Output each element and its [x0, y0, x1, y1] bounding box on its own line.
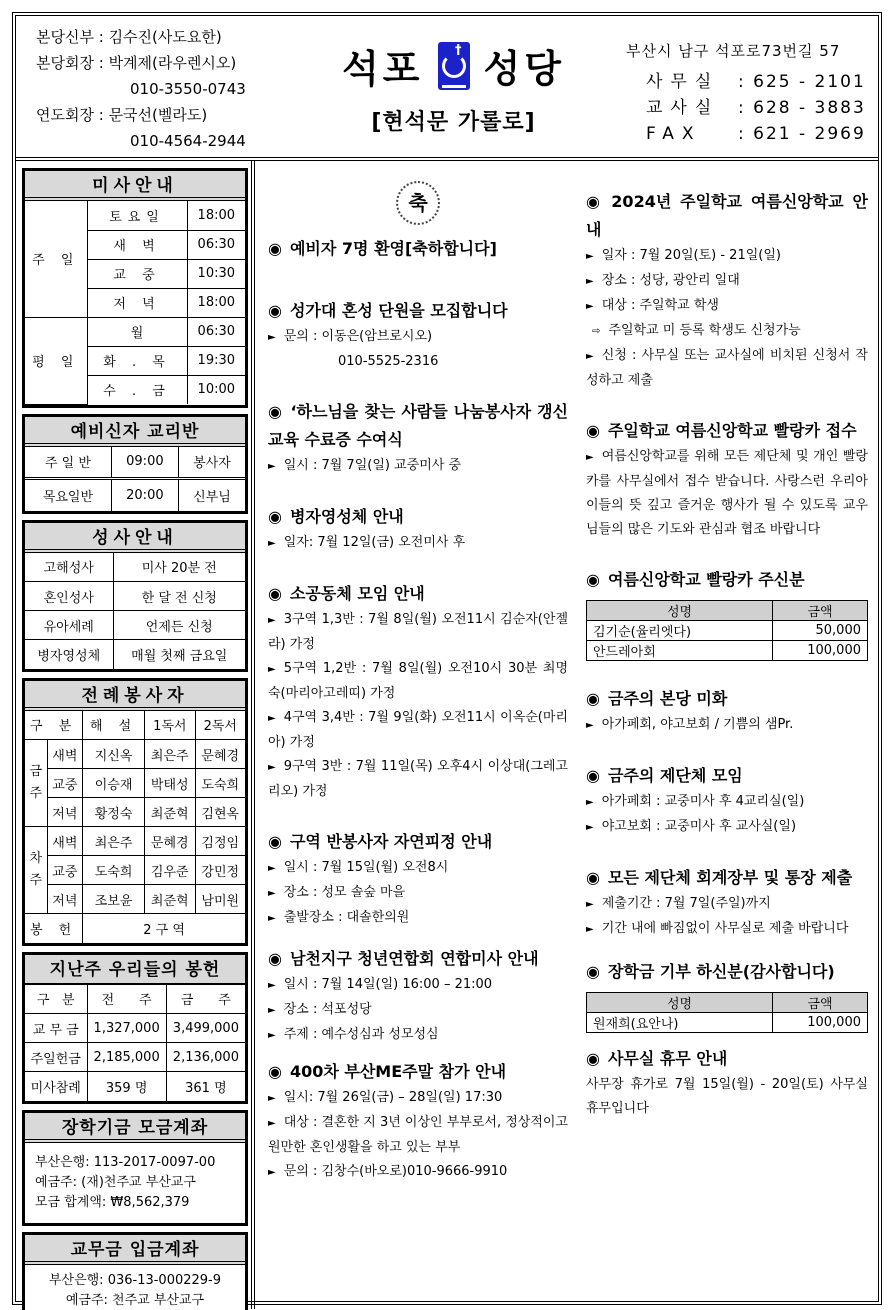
notice-office-closed: ◉ 사무실 휴무 안내 사무장 휴가로 7월 15일(월) - 20일(토) 사무실 휴무입니다 [586, 1049, 868, 1116]
notice-youth-mass: ◉ 남천지구 청년연합회 연합미사 안내 ► 일시 : 7월 14일(일) 16:00 – 21:00 ► 장소 : 석포성당 ► 주제 : 예수성심과 성모성심 [268, 949, 539, 1042]
donor-table: 성명 금액 김기순(율리엣다) 50,000 안드레아회 100,000 [586, 600, 868, 661]
notice-summer-school: ◉ 2024년 주일학교 여름신앙학교 안내 ► 일자 : 7월 20일(토) - 21일(일) ► 장소 : 성당, 광안리 일대 ► 대상 : 주일학교 학생 ⇨ 주일학교 미 등록 학생도 신청가능 ► 신청 : 사무실 또는 교사실에 비치된 신청서 작성하고 제출 [586, 192, 868, 388]
tithe-holder: 예금주: 천주교 부산교구 [65, 1292, 205, 1308]
notice-me-weekend: ◉ 400차 부산ME주말 참가 안내 ► 일시: 7월 26일(금) – 28일(일) 17:30 ► 대상 : 결혼한 지 3년 이상인 부부로서, 정상적이고 원만한 혼인생활을 하고 있는 부부 ► 문의 : 김창수(바오로)010-9666-9910 [268, 1062, 569, 1179]
notice-red-card: ◉ 주일학교 여름신앙학교 빨랑카 접수 ► 여름신앙학교를 위해 모든 제단체 및 개인 빨랑카를 사무실에서 접수 받습니다. 사랑스런 우리아이들의 뜻 깊고 즐거운 행사가 될 수 있도록 교우님들의 많은 기도와 관심과 협조 바랍니다 [586, 421, 868, 537]
catechumen-class: 예비신자 교리반 주 일 반 09:00 봉사자 목요일반 20:00 신부님 [22, 414, 248, 514]
scholarship-bank: 부산은행: 113-2017-0097-00 [35, 1154, 216, 1170]
sacraments-title: 성사안내 [25, 523, 245, 553]
notice-small-community: ◉ 소공동체 모임 안내 ► 3구역 1,3반 : 7월 8일(월) 오전11시 김순자(안젤라) 가정 ► 5구역 1,2반 : 7월 8일(월) 오전10시 30분 최명숙(마리아고레띠) 가정 ► 4구역 3,4반 : 7월 9일(화) 오전11시 이옥순(마리아) 가정 ► 9구역 3반 : 7월 11일(목) 오후4시 이상대(그레고리오) 가정 [268, 584, 568, 799]
pastor-label: 본당신부 [36, 28, 94, 46]
church-logo-icon: † [438, 42, 470, 90]
red-card-donors: ◉ 여름신앙학교 빨랑카 주신분 성명 금액 김기순(율리엣다) 50,000 안드레아회 100,000 [586, 566, 868, 661]
president-phone: 010-3550-0743 [130, 80, 246, 98]
notice-groups: ◉ 금주의 제단체 모임 ► 아가페회 : 교중미사 후 4교리실(일) ► 야고보회 : 교중미사 후 교사실(일) [586, 766, 805, 834]
president-name: 박계제(라우렌시오) [108, 54, 237, 72]
liturgy-title: 전례봉사자 [25, 681, 245, 711]
contact-info [626, 40, 866, 147]
column-divider [251, 161, 255, 1309]
arrow-right-icon: ⇨ [592, 326, 601, 337]
header [16, 16, 878, 161]
notice-choir: ◉ 성가대 혼성 단원을 모집합니다 ► 문의 : 이동은(암브로시오) 010-5525-2316 [268, 301, 508, 369]
pastor-row: 본당신부 : 김수진(사도요한) [36, 28, 222, 46]
scholarship-holder: 예금주: (재)천주교 부산교구 [35, 1174, 196, 1190]
yeondo-name: 문국선(벨라도) [108, 106, 208, 124]
clergy-info [36, 24, 246, 154]
notice-ledger: ◉ 모든 제단체 회계장부 및 통장 제출 ► 제출기간 : 7월 7일(주일)까지 ► 기간 내에 빠짐없이 사무실로 제출 바랍니다 [586, 868, 853, 936]
notice-retreat: ◉ 구역 반봉사자 자연피정 안내 ► 일시 : 7월 15일(월) 오전8시 ► 장소 : 성모 솔숲 마을 ► 출발장소 : 대솔한의원 [268, 832, 493, 925]
mass-schedule [22, 168, 248, 408]
patron-subtitle: [현석문 가롤로] [371, 110, 536, 135]
tithe-account: 교무금 입금계좌 부산은행: 036-13-000229-9 예금주: 천주교 부산교구 [22, 1232, 248, 1310]
mass-title: 미사안내 [25, 171, 245, 201]
right-column [586, 188, 868, 1145]
scholarship-account: 장학기금 모금계좌 부산은행: 113-2017-0097-00 예금주: (재)천주교 부산교구 모금 합계액: ₩8,562,379 [22, 1110, 248, 1226]
yeondo-phone: 010-4564-2944 [130, 132, 246, 150]
scholarship-total: 모금 합계액: ₩8,562,379 [35, 1194, 190, 1210]
middle-column [268, 181, 568, 1209]
yeondo-label: 연도회장 [36, 106, 94, 124]
address: 부산시 남구 석포로73번길 57 [626, 42, 841, 60]
yeondo-row: 연도회장 : 문국선(벨라도) [36, 106, 208, 124]
title-right: 성당 [483, 47, 565, 91]
mass-table: 주 일 토요일 18:00 새 벽 06:30 교 중 10:30 저 녁 18:00 평 일 월 06:30 화 . 목 19:30 수 . 금 10:00 [25, 201, 245, 405]
teacher-room-phone: 교사실 : 628 - 3883 [646, 98, 866, 118]
left-column [22, 168, 248, 1310]
offering-title: 지난주 우리들의 봉헌 [25, 955, 245, 985]
president-row: 본당회장 : 박계제(라우렌시오) [36, 54, 237, 72]
notice-sick-communion: ◉ 병자영성체 안내 ► 일자: 7월 12일(금) 오전미사 후 [268, 507, 466, 550]
bulletin-frame [12, 12, 882, 1308]
sacraments: 성사안내 고해성사 미사 20분 전 혼인성사 한 달 전 신청 유아세례 언제든 신청 병자영성체 매월 첫째 금요일 [22, 520, 248, 672]
liturgy-ministers: 전례봉사자 구 분 해 설 1독서 2독서 금주 새벽 지신옥 최은주 문혜경 교중 이승재 박태성 도숙희 저녁 황정숙 최준혁 김현옥 차주 새벽 최은주 문혜경 김정임 교중 도숙희 김우준 강민정 저녁 조보윤 최준혁 남미원 봉 헌 2 구 역 [22, 678, 248, 946]
congrats-wreath-icon: 축 [396, 181, 440, 225]
scholarship-donors: ◉ 장학금 기부 하신분(감사합니다) 성명 금액 원재희(요안나) 100,000 [586, 958, 868, 1033]
office-phone: 사무실 : 625 - 2101 [646, 72, 866, 92]
notice-decoration: ◉ 금주의 본당 미화 ► 아가페회, 야고보회 / 기쁨의 샘Pr. [586, 689, 794, 732]
notice-welcome: ◉ 예비자 7명 환영[축하합니다] [268, 239, 497, 258]
title-left: 석포 [342, 47, 424, 91]
tithe-bank: 부산은행: 036-13-000229-9 [48, 1272, 222, 1288]
notice-certificate: ◉ ‘하느님을 찾는 사람들 나눔봉사자 갱신교육 수료증 수여식 ► 일시 : 7월 7일(일) 교중미사 중 [268, 402, 568, 473]
church-title [321, 38, 586, 136]
scholarship-table: 성명 금액 원재희(요안나) 100,000 [586, 992, 868, 1033]
fax: FAX : 621 - 2969 [646, 124, 866, 144]
catechumen-title: 예비신자 교리반 [25, 417, 245, 447]
president-label: 본당회장 [36, 54, 94, 72]
weekly-offering: 지난주 우리들의 봉헌 구 분 전 주 금 주 교 무 금 1,327,000 3,499,000 주일헌금 2,185,000 2,136,000 미사참례 359 명 361 명 [22, 952, 248, 1104]
pastor-name: 김수진(사도요한) [108, 28, 222, 46]
